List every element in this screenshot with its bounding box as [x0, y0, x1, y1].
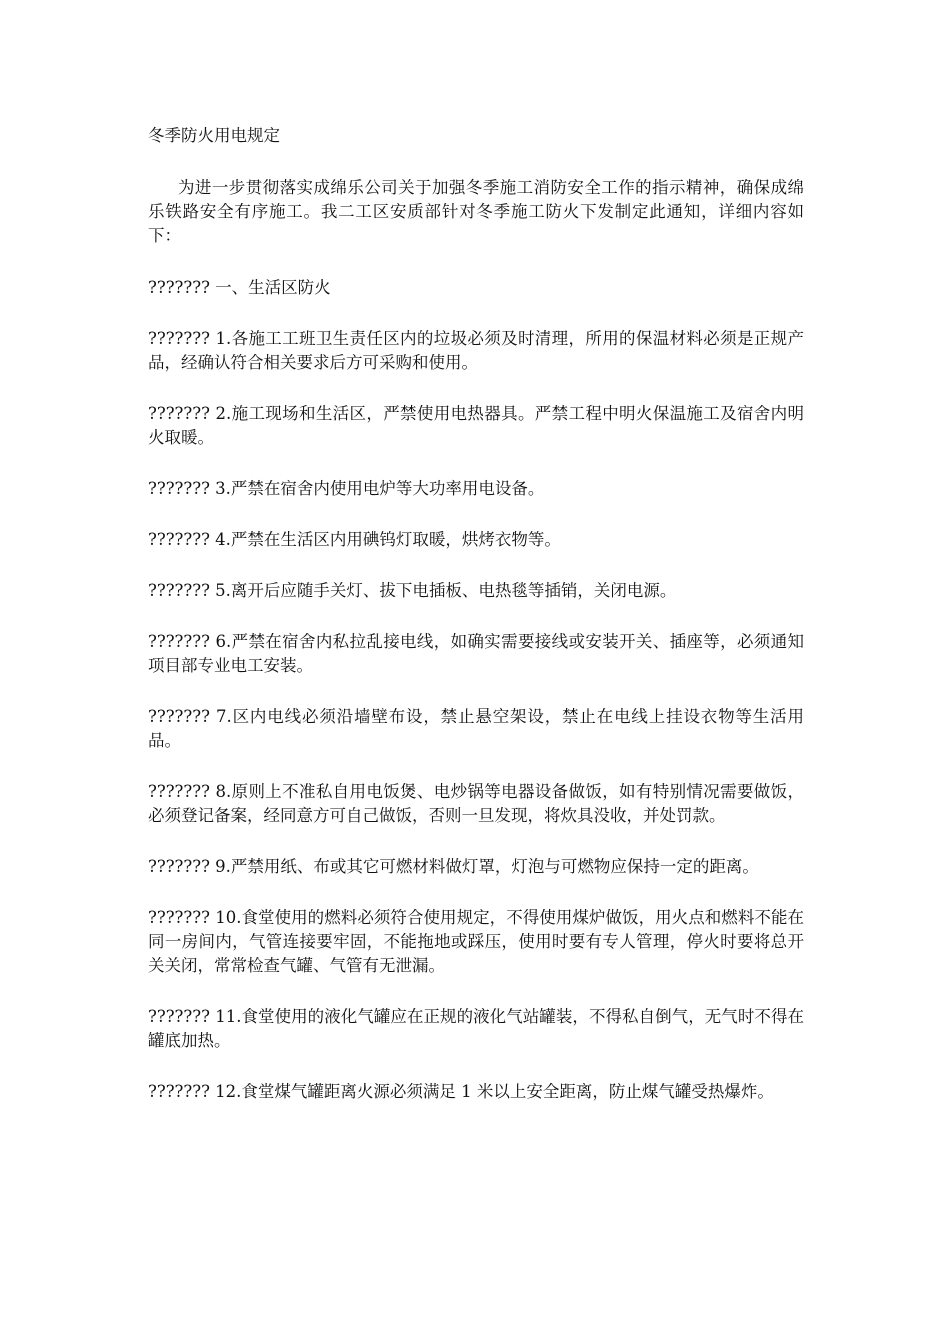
rule-item-2: ??????? 2.施工现场和生活区，严禁使用电热器具。严禁工程中明火保温施工及宿舍内明火取暖。	[148, 404, 804, 447]
document-page	[148, 124, 804, 1131]
rule-item-8: ??????? 8.原则上不准私自用电饭煲、电炒锅等电器设备做饭，如有特别情况需要做饭，必须登记备案，经同意方可自己做饭，否则一旦发现，将炊具没收，并处罚款。	[148, 782, 804, 825]
rule-item-11: ??????? 11.食堂使用的液化气罐应在正规的液化气站罐装，不得私自倒气，无气时不得在罐底加热。	[148, 1007, 804, 1050]
rule-item-3: ??????? 3.严禁在宿舍内使用电炉等大功率用电设备。	[148, 479, 545, 498]
rule-item-10: ??????? 10.食堂使用的燃料必须符合使用规定，不得使用煤炉做饭，用火点和燃料不能在同一房间内，气管连接要牢固，不能拖地或踩压，使用时要有专人管理，停火时要将总开关关闭，常常检查气罐、气管有无泄漏。	[148, 908, 804, 975]
rule-item-9: ??????? 9.严禁用纸、布或其它可燃材料做灯罩，灯泡与可燃物应保持一定的距离。	[148, 857, 759, 876]
document-title: 冬季防火用电规定	[148, 126, 280, 145]
rule-item-5: ??????? 5.离开后应随手关灯、拔下电插板、电热毯等插销，关闭电源。	[148, 581, 677, 600]
rule-item-12: ??????? 12.食堂煤气罐距离火源必须满足 1 米以上安全距离，防止煤气罐受热爆炸。	[148, 1082, 774, 1101]
intro-paragraph: 为进一步贯彻落实成绵乐公司关于加强冬季施工消防安全工作的指示精神，确保成绵乐铁路安全有序施工。我二工区安质部针对冬季施工防火下发制定此通知，详细内容如下：	[148, 178, 804, 245]
rule-item-1: ??????? 1.各施工工班卫生责任区内的垃圾必须及时清理，所用的保温材料必须是正规产品，经确认符合相关要求后方可采购和使用。	[148, 329, 804, 372]
rule-item-6: ??????? 6.严禁在宿舍内私拉乱接电线，如确实需要接线或安装开关、插座等，必须通知项目部专业电工安装。	[148, 632, 804, 675]
rule-item-4: ??????? 4.严禁在生活区内用碘钨灯取暖，烘烤衣物等。	[148, 530, 561, 549]
rule-item-7: ??????? 7.区内电线必须沿墙壁布设，禁止悬空架设，禁止在电线上挂设衣物等生活用品。	[148, 707, 804, 750]
section-heading-living-area: ??????? 一、生活区防火	[148, 278, 331, 297]
